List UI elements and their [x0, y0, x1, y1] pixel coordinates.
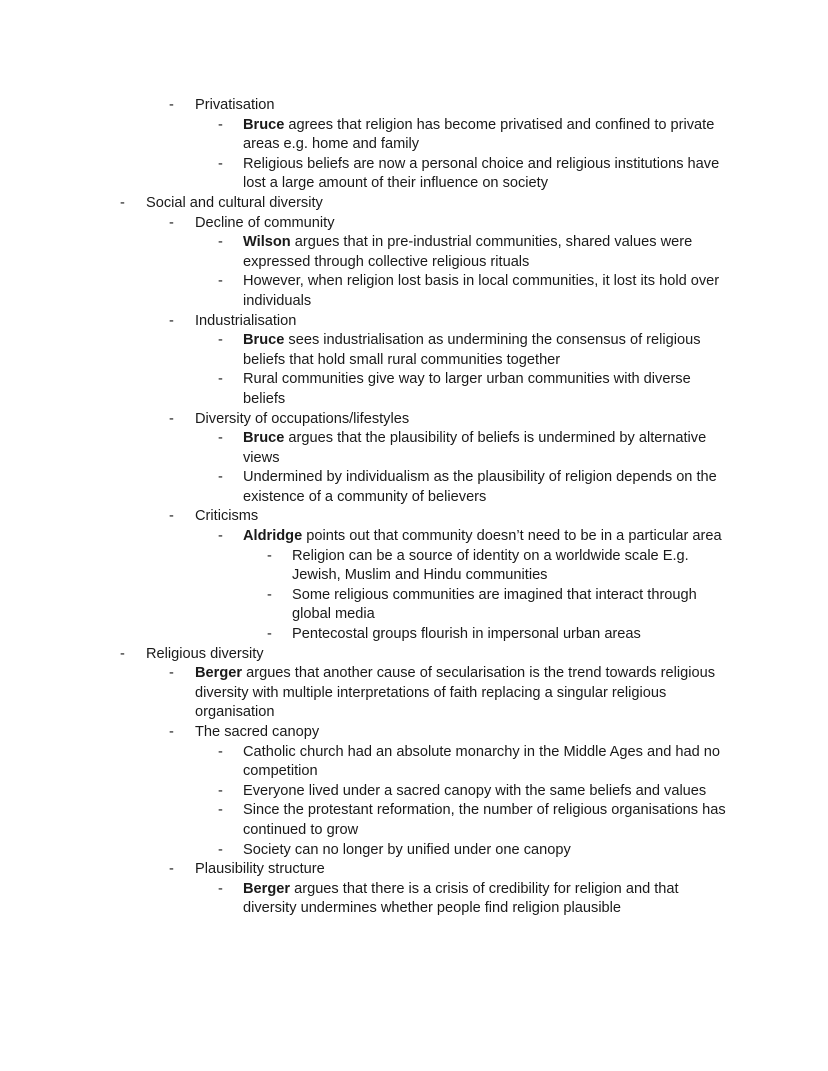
- bullet-dash-icon: -: [169, 410, 174, 427]
- list-item-body: Some religious communities are imagined that interact through global media: [292, 586, 697, 623]
- list-item-level-2: [0, 801, 828, 840]
- list-item-level-1: [0, 96, 828, 116]
- list-item-text: [243, 233, 735, 272]
- list-item-body: Society can no longer by unified under one canopy: [243, 841, 571, 858]
- list-item-body: Decline of community: [195, 214, 335, 231]
- list-item-text: [195, 312, 715, 332]
- bullet-dash-icon: -: [169, 97, 174, 113]
- author-name: Berger: [195, 665, 243, 682]
- list-item-text: [243, 841, 735, 861]
- list-item-level-2: [0, 370, 828, 409]
- author-name: Aldridge: [243, 528, 303, 545]
- list-item-body: argues that another cause of secularisation is the trend towards religious diversity with multiple interpretations of faith replacing a singular religious organisation: [195, 665, 715, 721]
- list-item-level-2: [0, 233, 828, 272]
- bullet-dash-icon: -: [169, 508, 174, 525]
- list-item-body: Plausibility structure: [195, 861, 325, 878]
- bullet-dash-icon: -: [218, 116, 223, 133]
- list-item-text: [195, 664, 715, 723]
- list-item-text: [146, 194, 706, 214]
- list-item-body: points out that community doesn’t need to be in a particular area: [302, 528, 722, 545]
- list-item-body: However, when religion lost basis in local communities, it lost its hold over individuals: [243, 273, 720, 309]
- list-item-level-1: [0, 312, 828, 332]
- list-item-body: Undermined by individualism as the plausibility of religion depends on the existence of a community of believers: [243, 469, 717, 505]
- list-item-text: [195, 96, 715, 116]
- list-item-level-1: [0, 664, 828, 723]
- list-item-level-2: [0, 468, 828, 507]
- list-item-text: [195, 723, 715, 743]
- list-item-text: [195, 507, 715, 527]
- list-item-body: Privatisation: [195, 97, 275, 113]
- list-item-body: Religious diversity: [146, 645, 264, 662]
- bullet-dash-icon: -: [218, 743, 223, 760]
- list-item-text: [243, 155, 735, 194]
- list-item-body: Everyone lived under a sacred canopy with the same beliefs and values: [243, 782, 707, 799]
- list-item-text: [195, 410, 715, 430]
- bullet-dash-icon: -: [169, 861, 174, 878]
- list-item-level-2: [0, 880, 828, 919]
- bullet-dash-icon: -: [169, 665, 174, 682]
- list-item-level-2: [0, 841, 828, 861]
- list-item-text: [146, 645, 706, 665]
- list-item-level-1: [0, 214, 828, 234]
- list-item-body: Religious beliefs are now a personal choice and religious institutions have lost a large amount of their influence on society: [243, 155, 720, 192]
- bullet-dash-icon: -: [218, 273, 223, 290]
- list-item-text: [243, 468, 735, 507]
- bullet-dash-icon: -: [218, 430, 223, 447]
- list-item-text: [243, 116, 735, 155]
- bullet-dash-icon: -: [218, 332, 223, 349]
- bullet-dash-icon: -: [218, 841, 223, 858]
- list-item-body: argues that in pre-industrial communities, shared values were expressed through collective religious rituals: [243, 234, 693, 270]
- list-item-level-0: [0, 645, 828, 665]
- list-item-level-0: [0, 194, 828, 214]
- list-item-text: [243, 743, 735, 782]
- bullet-dash-icon: -: [120, 645, 125, 662]
- bullet-dash-icon: -: [218, 802, 223, 819]
- list-item-text: [243, 272, 735, 311]
- list-item-level-2: [0, 527, 828, 547]
- bullet-dash-icon: -: [169, 312, 174, 329]
- bullet-dash-icon: -: [267, 547, 272, 564]
- notes-document: [0, 96, 828, 919]
- list-item-body: agrees that religion has become privatised and confined to private areas e.g. home and family: [243, 116, 715, 153]
- list-item-text: [243, 370, 735, 409]
- list-item-text: [243, 331, 735, 370]
- list-item-level-2: [0, 782, 828, 802]
- list-item-text: [243, 527, 735, 547]
- list-item-level-3: [0, 625, 828, 645]
- list-item-level-3: [0, 586, 828, 625]
- list-item-level-1: [0, 860, 828, 880]
- list-item-text: [195, 860, 715, 880]
- bullet-dash-icon: -: [218, 234, 223, 251]
- bullet-dash-icon: -: [169, 724, 174, 740]
- list-item-body: sees industrialisation as undermining the consensus of religious beliefs that hold small rural communities together: [243, 332, 701, 368]
- bullet-dash-icon: -: [218, 880, 223, 897]
- list-item-body: Social and cultural diversity: [146, 194, 323, 211]
- list-item-level-2: [0, 331, 828, 370]
- author-name: Berger: [243, 880, 291, 897]
- author-name: Bruce: [243, 430, 285, 447]
- list-item-body: The sacred canopy: [195, 724, 320, 740]
- list-item-level-2: [0, 116, 828, 155]
- list-item-text: [243, 880, 735, 919]
- bullet-dash-icon: -: [120, 194, 125, 211]
- list-item-body: Criticisms: [195, 508, 259, 525]
- bullet-dash-icon: -: [218, 155, 223, 172]
- bullet-dash-icon: -: [267, 586, 272, 603]
- bullet-dash-icon: -: [218, 371, 223, 388]
- bullet-dash-icon: -: [218, 782, 223, 799]
- list-item-body: Catholic church had an absolute monarchy in the Middle Ages and had no competition: [243, 743, 721, 780]
- list-item-body: Rural communities give way to larger urban communities with diverse beliefs: [243, 371, 691, 407]
- list-item-body: argues that the plausibility of beliefs is undermined by alternative views: [243, 430, 707, 466]
- list-item-level-1: [0, 723, 828, 743]
- list-item-level-2: [0, 155, 828, 194]
- list-item-level-1: [0, 507, 828, 527]
- list-item-text: [243, 429, 735, 468]
- list-item-text: [195, 214, 715, 234]
- author-name: Bruce: [243, 332, 285, 349]
- bullet-dash-icon: -: [169, 214, 174, 231]
- list-item-text: [292, 547, 720, 586]
- list-item-level-3: [0, 547, 828, 586]
- author-name: Wilson: [243, 234, 291, 251]
- list-item-body: Since the protestant reformation, the number of religious organisations has continued to grow: [243, 802, 726, 838]
- list-item-level-1: [0, 410, 828, 430]
- list-item-body: Industrialisation: [195, 312, 297, 329]
- list-item-text: [243, 801, 735, 840]
- bullet-dash-icon: -: [218, 469, 223, 486]
- list-item-body: Religion can be a source of identity on a worldwide scale E.g. Jewish, Muslim and Hindu communities: [292, 547, 689, 584]
- list-item-body: Pentecostal groups flourish in impersonal urban areas: [292, 626, 641, 643]
- bullet-dash-icon: -: [218, 528, 223, 545]
- list-item-body: Diversity of occupations/lifestyles: [195, 410, 410, 427]
- list-item-level-2: [0, 743, 828, 782]
- list-item-text: [292, 586, 720, 625]
- list-item-body: argues that there is a crisis of credibility for religion and that diversity undermines whether people find religion plausible: [243, 880, 679, 917]
- list-item-level-2: [0, 429, 828, 468]
- list-item-text: [292, 625, 720, 645]
- author-name: Bruce: [243, 116, 285, 133]
- list-item-text: [243, 782, 735, 802]
- bullet-dash-icon: -: [267, 626, 272, 643]
- list-item-level-2: [0, 272, 828, 311]
